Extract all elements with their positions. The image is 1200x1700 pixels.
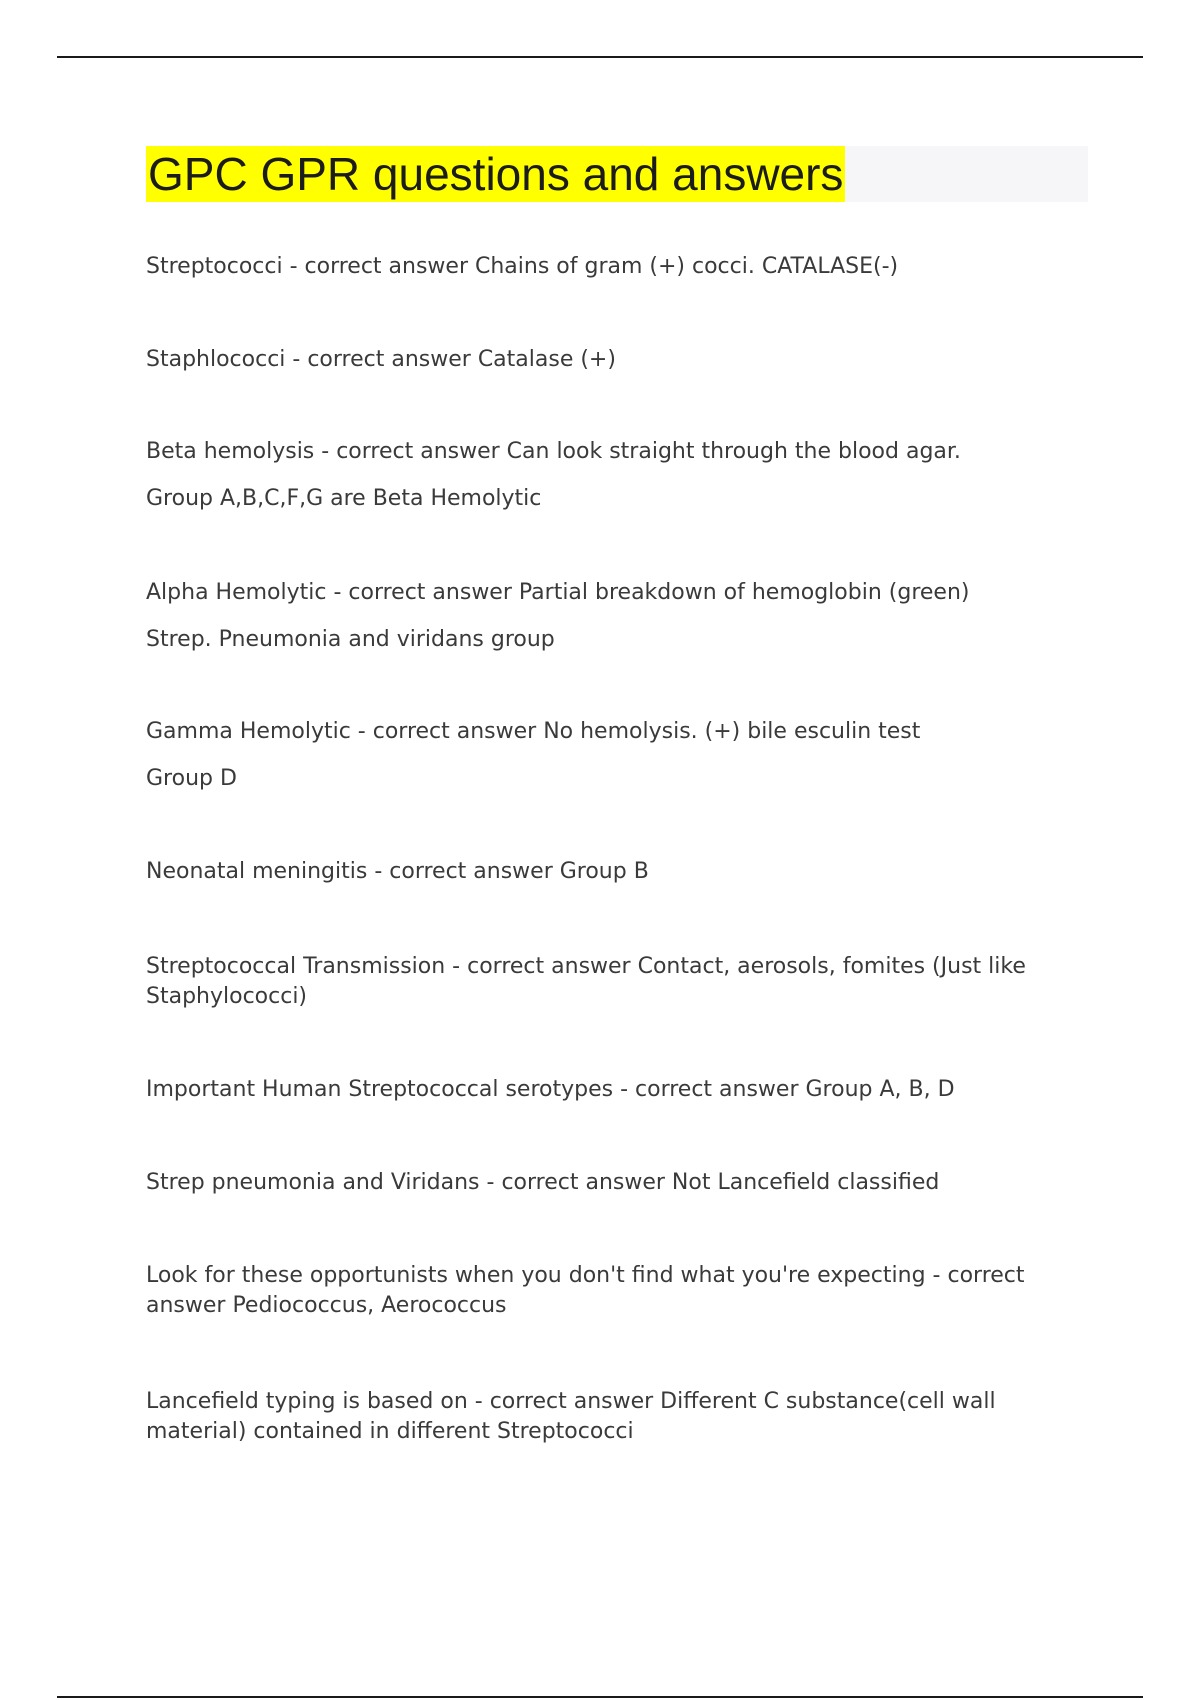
qa-text: Streptococci - correct answer Chains of gram (+) cocci. CATALASE(-)	[146, 254, 899, 279]
qa-text: Beta hemolysis - correct answer Can look straight through the blood agar.	[146, 439, 961, 464]
qa-text: Streptococcal Transmission - correct answer Contact, aerosols, fomites (Just like Staphylococci)	[146, 954, 1026, 1009]
qa-subline: Strep. Pneumonia and viridans group	[146, 627, 555, 652]
qa-text: Important Human Streptococcal serotypes - correct answer Group A, B, D	[146, 1077, 955, 1102]
qa-text: Look for these opportunists when you don't find what you're expecting - correct answer Pediococcus, Aerococcus	[146, 1263, 1025, 1318]
qa-text: Lancefield typing is based on - correct answer Different C substance(cell wall material) contained in different Streptococci	[146, 1389, 996, 1444]
qa-subline: Group A,B,C,F,G are Beta Hemolytic	[146, 486, 542, 511]
qa-text: Gamma Hemolytic - correct answer No hemolysis. (+) bile esculin test	[146, 719, 921, 744]
qa-entry	[146, 1387, 1086, 1447]
top-rule	[57, 56, 1143, 58]
qa-entry	[146, 952, 1086, 1012]
qa-entry	[146, 1168, 1086, 1198]
qa-subline: Group D	[146, 766, 237, 791]
qa-entry	[146, 578, 1086, 655]
qa-text: Staphlococci - correct answer Catalase (+)	[146, 347, 616, 372]
qa-entry	[146, 345, 1086, 375]
qa-text: Strep pneumonia and Viridans - correct answer Not Lancefield classified	[146, 1170, 940, 1195]
qa-text: Neonatal meningitis - correct answer Group B	[146, 859, 649, 884]
qa-entry	[146, 857, 1086, 887]
qa-entry	[146, 252, 1086, 282]
qa-entry	[146, 1075, 1086, 1105]
qa-text: Alpha Hemolytic - correct answer Partial breakdown of hemoglobin (green)	[146, 580, 970, 605]
qa-entry	[146, 437, 1086, 514]
qa-entry	[146, 717, 1086, 794]
qa-entry	[146, 1261, 1086, 1321]
bottom-rule	[57, 1696, 1143, 1698]
document-title: GPC GPR questions and answers	[148, 148, 844, 200]
